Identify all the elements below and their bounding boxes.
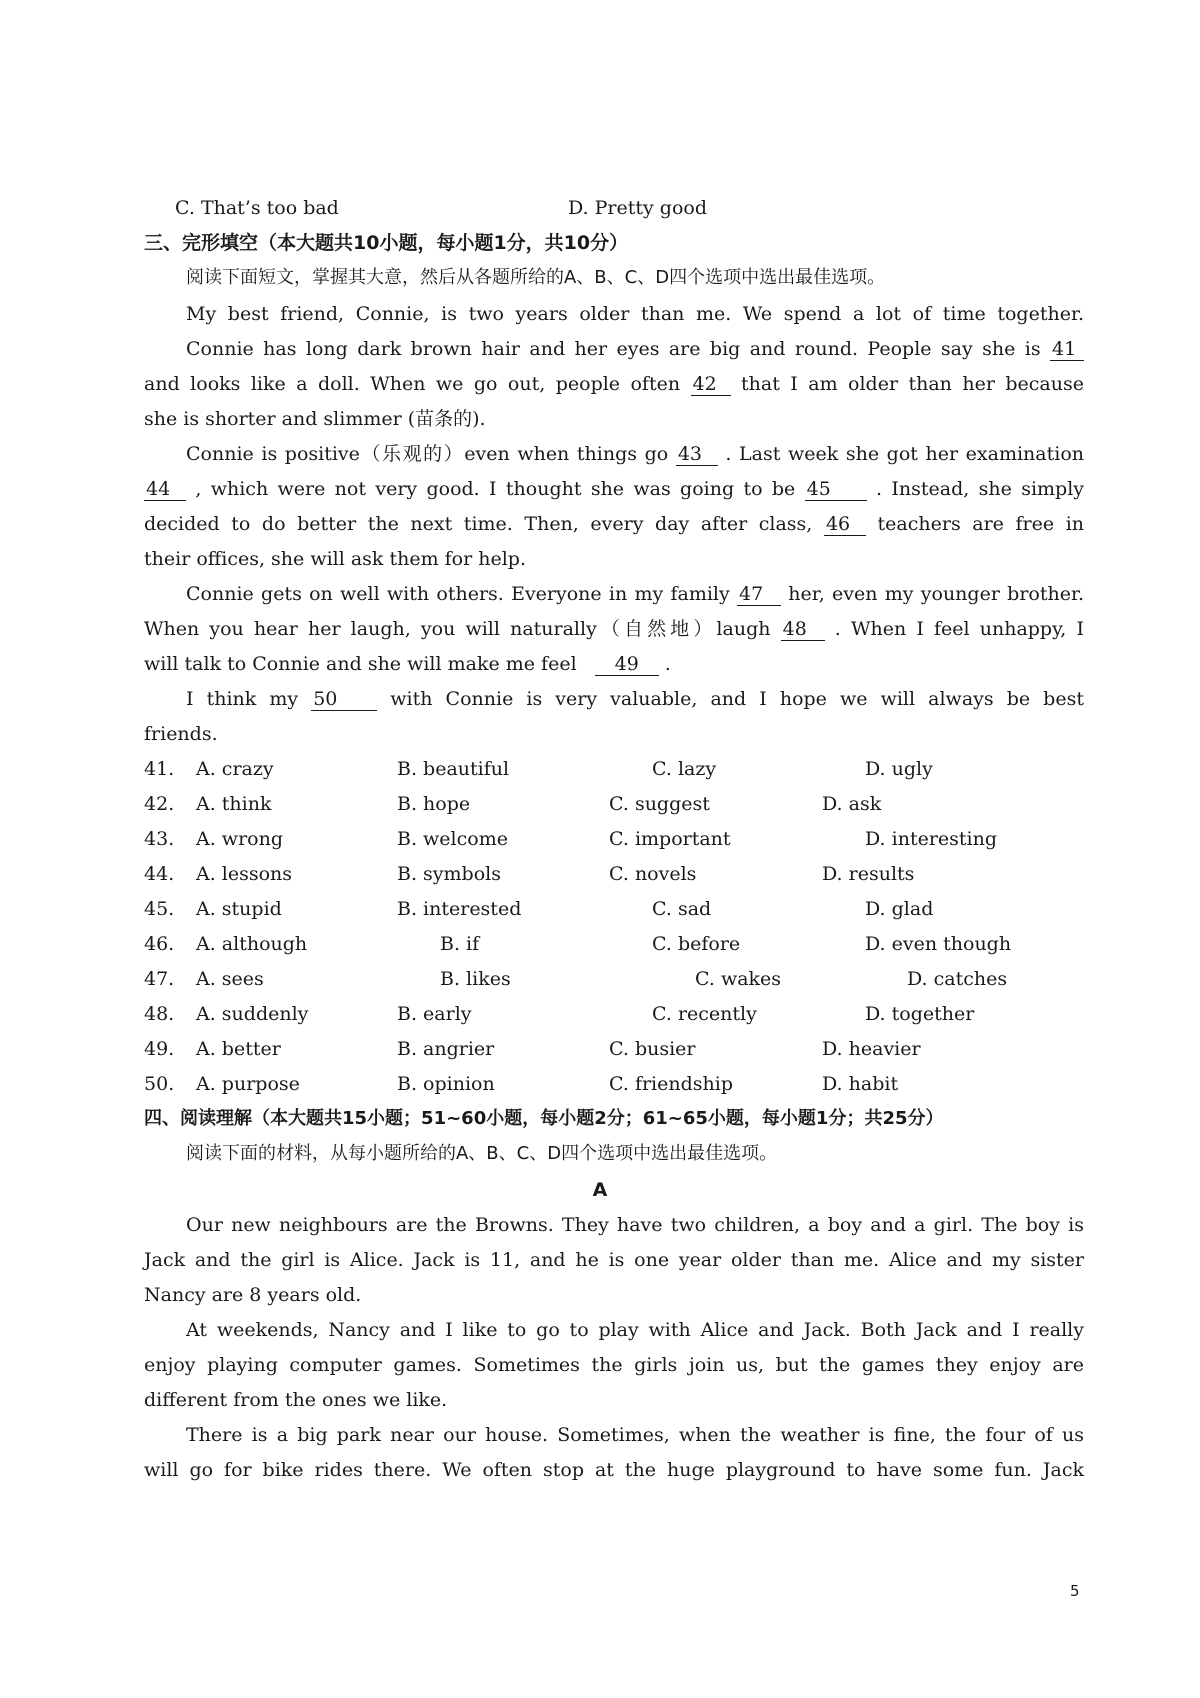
passage-text: decided to do better the next time. Then, every day after class, bbox=[144, 513, 813, 535]
reading-line: At weekends, Nancy and I like to go to play with Alice and Jack. Both Jack and I really bbox=[186, 1319, 1084, 1341]
blank-43: 43 bbox=[676, 443, 718, 466]
option-d: D. interesting bbox=[865, 828, 998, 850]
section4-instruction: 阅读下面的材料，从每小题所给的A、B、C、D四个选项中选出最佳选项。 bbox=[186, 1143, 778, 1164]
blank-41: 41 bbox=[1050, 338, 1084, 361]
reading-line: enjoy playing computer games. Sometimes the girls join us, but the games they enjoy are bbox=[144, 1354, 1084, 1376]
question-number: 42. bbox=[144, 793, 175, 815]
option-a: A. although bbox=[196, 933, 308, 955]
passage-text: with Connie is very valuable, and I hope we will always be best bbox=[390, 688, 1084, 710]
passage-text: Connie is positive（乐观的）even when things go bbox=[186, 443, 669, 465]
reading-line: Jack and the girl is Alice. Jack is 11, and he is one year older than me. Alice and my sister bbox=[144, 1249, 1084, 1271]
passage-text: her, even my younger brother. bbox=[788, 583, 1084, 605]
passage-line: friends. bbox=[144, 723, 218, 745]
section4-heading: 四、阅读理解（本大题共15小题；51~60小题，每小题2分；61~65小题，每小题1分；共25分） bbox=[144, 1108, 944, 1129]
option-b: B. symbols bbox=[397, 863, 501, 885]
option-d: D. ugly bbox=[865, 758, 933, 780]
option-d: D. habit bbox=[822, 1073, 899, 1095]
option-b: B. opinion bbox=[397, 1073, 495, 1095]
passage-line: their offices, she will ask them for help. bbox=[144, 548, 527, 570]
option-d: D. together bbox=[865, 1003, 975, 1025]
passage-line bbox=[186, 337, 1084, 361]
option-b: B. beautiful bbox=[397, 758, 510, 780]
passage-line bbox=[144, 477, 1084, 501]
blank-45: 45 bbox=[805, 478, 867, 501]
option-c: C. before bbox=[652, 933, 741, 955]
passage-text: . When I feel unhappy, I bbox=[834, 618, 1084, 640]
reading-line: different from the ones we like. bbox=[144, 1389, 448, 1411]
option-c: C. recently bbox=[652, 1003, 757, 1025]
option-c: C. busier bbox=[609, 1038, 696, 1060]
passage-text: When you hear her laugh, you will naturally（自然地）laugh bbox=[144, 618, 771, 640]
passage-text: . bbox=[664, 653, 671, 675]
section3-heading: 三、完形填空（本大题共10小题，每小题1分，共10分） bbox=[144, 232, 629, 254]
option-a: A. think bbox=[196, 793, 272, 815]
passage-text: I think my bbox=[186, 688, 299, 710]
blank-50: 50 bbox=[311, 688, 377, 711]
question-number: 49. bbox=[144, 1038, 175, 1060]
passage-text: teachers are free in bbox=[877, 513, 1085, 535]
option-a: A. better bbox=[196, 1038, 281, 1060]
passage-text: that I am older than her because bbox=[741, 373, 1084, 395]
option-c-prev: C. That’s too bad bbox=[175, 197, 339, 219]
option-d: D. catches bbox=[907, 968, 1008, 990]
option-b: B. angrier bbox=[397, 1038, 495, 1060]
blank-49: 49 bbox=[595, 653, 659, 676]
blank-44: 44 bbox=[144, 478, 186, 501]
option-b: B. if bbox=[440, 933, 480, 955]
option-c: C. novels bbox=[609, 863, 697, 885]
passage-line bbox=[186, 687, 1084, 711]
passage-line bbox=[144, 512, 1084, 536]
part-label: A bbox=[592, 1179, 608, 1201]
passage-line: My best friend, Connie, is two years older than me. We spend a lot of time together. bbox=[186, 303, 1084, 325]
passage-text: . Instead, she simply bbox=[876, 478, 1085, 500]
option-a: A. stupid bbox=[196, 898, 282, 920]
passage-text: will talk to Connie and she will make me feel bbox=[144, 653, 577, 675]
reading-line: Our new neighbours are the Browns. They have two children, a boy and a girl. The boy is bbox=[186, 1214, 1084, 1236]
question-number: 43. bbox=[144, 828, 175, 850]
option-a: A. lessons bbox=[196, 863, 293, 885]
passage-text: Connie gets on well with others. Everyone in my family bbox=[186, 583, 730, 605]
passage-text: and looks like a doll. When we go out, people often bbox=[144, 373, 681, 395]
option-d: D. heavier bbox=[822, 1038, 921, 1060]
option-d-prev: D. Pretty good bbox=[568, 197, 707, 219]
option-b: B. early bbox=[397, 1003, 472, 1025]
option-c: C. sad bbox=[652, 898, 712, 920]
option-b: B. likes bbox=[440, 968, 511, 990]
blank-48: 48 bbox=[781, 618, 825, 641]
reading-line: Nancy are 8 years old. bbox=[144, 1284, 362, 1306]
section3-instruction: 阅读下面短文，掌握其大意，然后从各题所给的A、B、C、D四个选项中选出最佳选项。 bbox=[186, 267, 886, 288]
passage-text: Connie has long dark brown hair and her eyes are big and round. People say she is bbox=[186, 338, 1041, 360]
reading-line: There is a big park near our house. Sometimes, when the weather is fine, the four of us bbox=[186, 1424, 1084, 1446]
option-a: A. suddenly bbox=[196, 1003, 309, 1025]
option-d: D. glad bbox=[865, 898, 934, 920]
question-number: 44. bbox=[144, 863, 175, 885]
passage-line bbox=[144, 652, 1084, 676]
option-d: D. results bbox=[822, 863, 915, 885]
question-number: 46. bbox=[144, 933, 175, 955]
passage-line bbox=[144, 372, 1084, 396]
question-number: 48. bbox=[144, 1003, 175, 1025]
passage-line: she is shorter and slimmer (苗条的). bbox=[144, 408, 486, 430]
page-number: 5 bbox=[1070, 1582, 1080, 1600]
option-c: C. friendship bbox=[609, 1073, 734, 1095]
passage-line bbox=[186, 582, 1084, 606]
reading-line: will go for bike rides there. We often stop at the huge playground to have some fun. Jack bbox=[144, 1459, 1084, 1481]
option-c: C. important bbox=[609, 828, 731, 850]
option-b: B. interested bbox=[397, 898, 522, 920]
passage-text: . Last week she got her examination bbox=[725, 443, 1085, 465]
blank-42: 42 bbox=[691, 373, 731, 396]
option-b: B. welcome bbox=[397, 828, 508, 850]
option-a: A. crazy bbox=[196, 758, 274, 780]
option-c: C. wakes bbox=[695, 968, 782, 990]
option-a: A. sees bbox=[196, 968, 264, 990]
blank-47: 47 bbox=[737, 583, 781, 606]
option-c: C. lazy bbox=[652, 758, 717, 780]
question-number: 47. bbox=[144, 968, 175, 990]
passage-line bbox=[144, 617, 1084, 641]
option-d: D. ask bbox=[822, 793, 882, 815]
question-number: 50. bbox=[144, 1073, 175, 1095]
question-number: 41. bbox=[144, 758, 175, 780]
option-a: A. purpose bbox=[196, 1073, 300, 1095]
blank-46: 46 bbox=[824, 513, 866, 536]
option-a: A. wrong bbox=[196, 828, 283, 850]
option-b: B. hope bbox=[397, 793, 471, 815]
option-c: C. suggest bbox=[609, 793, 710, 815]
option-d: D. even though bbox=[865, 933, 1012, 955]
question-number: 45. bbox=[144, 898, 175, 920]
passage-text: , which were not very good. I thought she was going to be bbox=[195, 478, 796, 500]
passage-line bbox=[186, 442, 1084, 466]
